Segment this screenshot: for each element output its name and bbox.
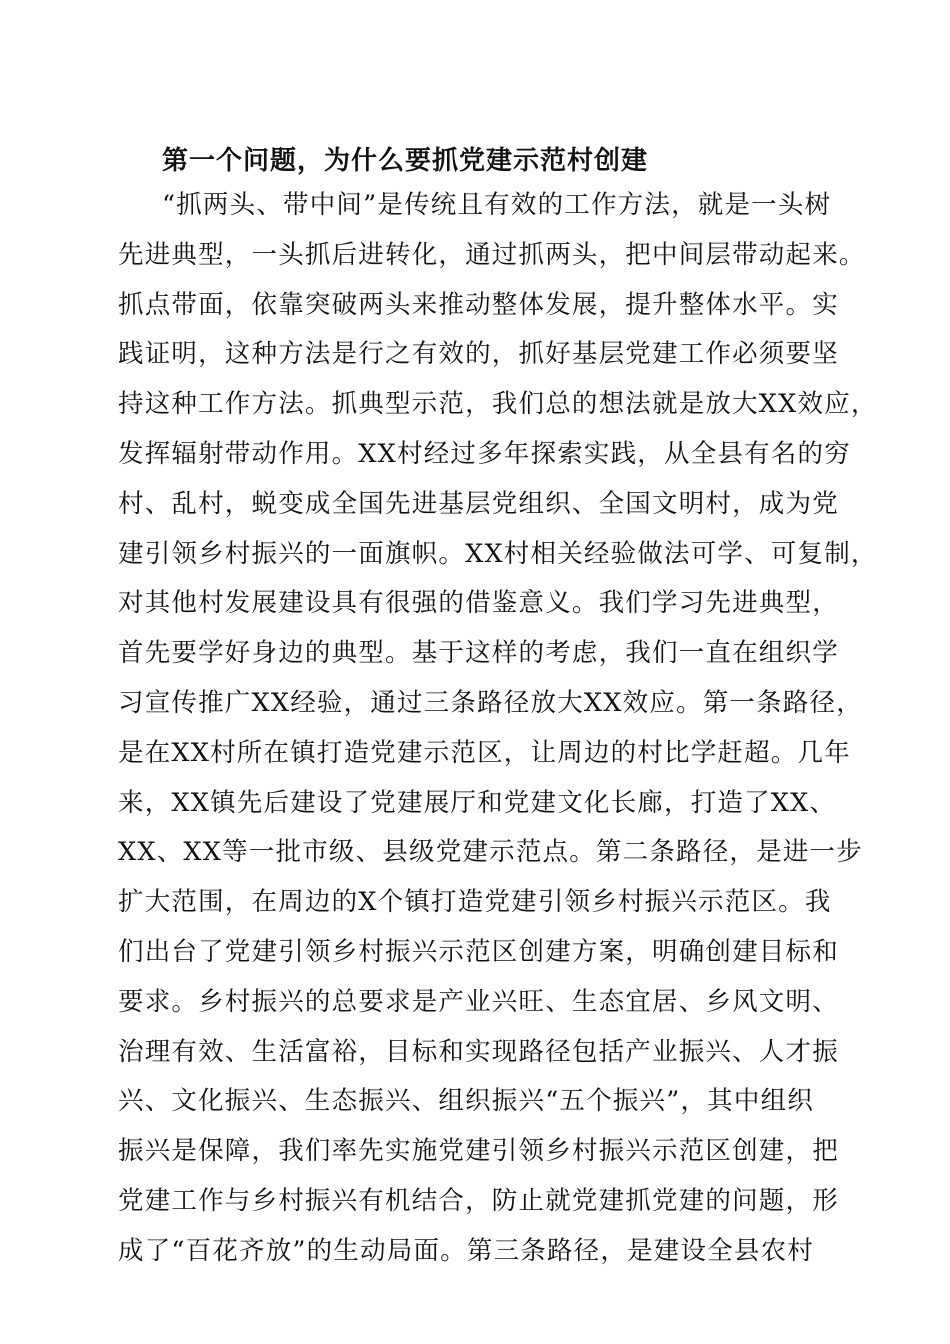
- text-line: XX、XX等一批市级、县级党建示范点。第二条路径，是进一步: [118, 837, 863, 868]
- text-line: 要求。乡村振兴的总要求是产业兴旺、生态宜居、乡风文明、: [118, 986, 839, 1017]
- text-line: 对其他村发展建设具有很强的借鉴意义。我们学习先进典型，: [118, 588, 839, 619]
- text-line: 们出台了党建引领乡村振兴示范区创建方案，明确创建目标和: [118, 936, 839, 967]
- text-line: 建引领乡村振兴的一面旗帜。XX村相关经验做法可学、可复制，: [118, 538, 878, 569]
- text-line: 党建工作与乡村振兴有机结合，防止就党建抓党建的问题，形: [118, 1185, 839, 1216]
- text-line: 是在XX村所在镇打造党建示范区，让周边的村比学赶超。几年: [118, 737, 851, 768]
- text-line: 村、乱村，蜕变成全国先进基层党组织、全国文明村，成为党: [118, 488, 839, 519]
- text-line: 首先要学好身边的典型。基于这样的考虑，我们一直在组织学: [118, 638, 839, 669]
- text-line: 振兴是保障，我们率先实施党建引领乡村振兴示范区创建，把: [118, 1136, 839, 1167]
- text-line: 发挥辐射带动作用。XX村经过多年探索实践，从全县有名的穷: [118, 438, 851, 469]
- text-line: 习宣传推广XX经验，通过三条路径放大XX效应。第一条路径，: [118, 687, 863, 718]
- text-line: 治理有效、生活富裕，目标和实现路径包括产业振兴、人才振: [118, 1036, 839, 1067]
- text-line: “抓两头、带中间”是传统且有效的工作方法，就是一头树: [162, 190, 832, 220]
- text-line: 兴、文化振兴、生态振兴、组织振兴“五个振兴”，其中组织: [118, 1086, 814, 1117]
- text-line: 持这种工作方法。抓典型示范，我们总的想法就是放大XX效应，: [118, 389, 878, 420]
- text-line: 扩大范围，在周边的X个镇打造党建引领乡村振兴示范区。我: [118, 887, 832, 918]
- text-line: 来，XX镇先后建设了党建展厅和党建文化长廊，打造了XX、: [118, 787, 837, 818]
- section-heading: 第一个问题，为什么要抓党建示范村创建: [162, 146, 649, 176]
- text-line: 成了“百花齐放”的生动局面。第三条路径，是建设全县农村: [118, 1235, 814, 1266]
- text-line: 先进典型，一头抓后进转化，通过抓两头，把中间层带动起来。: [118, 239, 866, 270]
- body-paragraph: [118, 181, 878, 1277]
- text-line: 抓点带面，依靠突破两头来推动整体发展，提升整体水平。实: [118, 289, 839, 320]
- text-line: 践证明，这种方法是行之有效的，抓好基层党建工作必须要坚: [118, 339, 839, 370]
